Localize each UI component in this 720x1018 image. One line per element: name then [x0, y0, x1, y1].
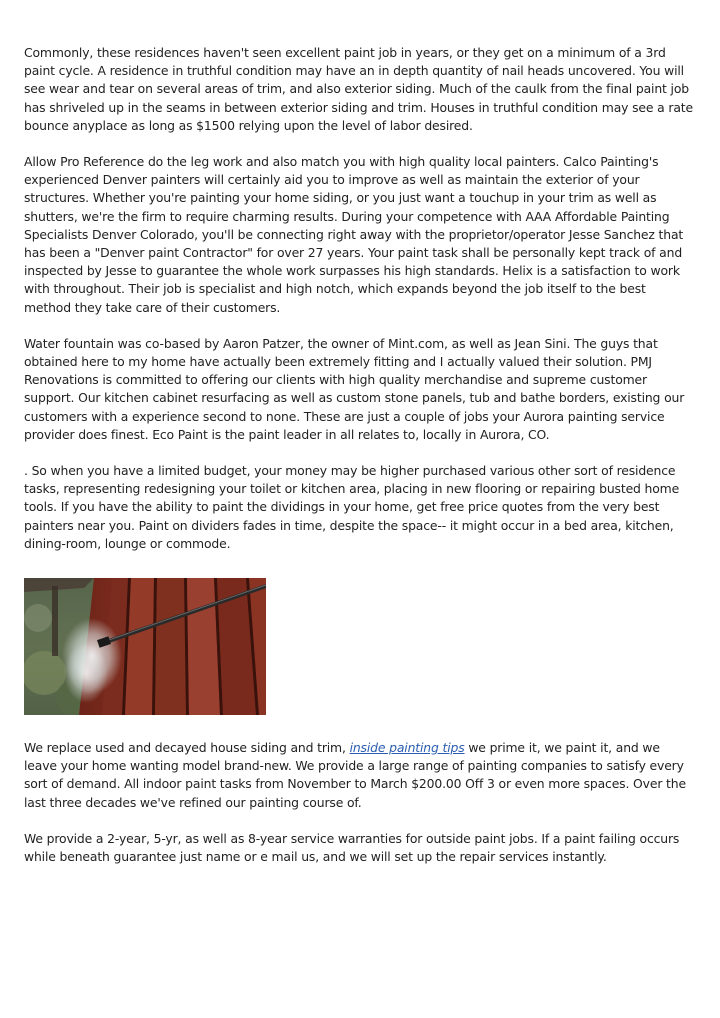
paragraph-6: We provide a 2-year, 5-yr, as well as 8-year service warranties for outside paint jobs. If a paint failing occurs while beneath guarantee just name or e mail us, and we will set up the repair services instantly.: [24, 830, 680, 865]
paragraph-1: Commonly, these residences haven't seen excellent paint job in years, or they get on a minimum of a 3rd paint cycle. A residence in truthful condition may have an in depth quantity of nail heads uncovered. You will see wear and tear on several areas of trim, and also exterior siding. Much of the caulk from the final paint job has shriveled up in the seams in between exterior siding and trim. Houses in truthful condition may see a rate bounce anyplace as long as $1500 relying upon the level of labor desired.: [24, 45, 693, 133]
paragraph-2: Allow Pro Reference do the leg work and also match you with high quality local painters. Calco Painting's experienced Denver painters will certainly aid you to improve as well as maintain the exterior of your structures. Whether you're painting your home siding, or you just want a touchup in your trim as well as shutters, we're the firm to require charming results. During your competence with AAA Affordable Painting Specialists Denver Colorado, you'll be connecting right away with the proprietor/operator Jesse Sanchez that has been a "Denver paint Contractor" for over 27 years. Your paint task shall be personally kept track of and inspected by Jesse to guarantee the whole work surpasses his high standards. Helix is a satisfaction to work with throughout. Their job is specialist and high notch, which expands beyond the job itself to the best method they take care of their customers.: [24, 154, 684, 315]
deck-pressure-washing-photo: [24, 578, 266, 715]
paragraph-3: Water fountain was co-based by Aaron Patzer, the owner of Mint.com, as well as Jean Sini. The guys that obtained here to my home have actually been extremely fitting and I actually valued their solution. PMJ Renovations is committed to offering our clients with high quality merchandise and supreme customer support. Our kitchen cabinet resurfacing as well as custom stone panels, tub and bathe borders, existing our customers with a experience second to none. These are just a couple of jobs your Aurora painting service provider does finest. Eco Paint is the paint leader in all relates to, locally in Aurora, CO.: [24, 335, 685, 442]
paragraph-5-rest: we prime it, we paint it, and we leave your home wanting model brand-new. We provide a large range of painting companies to satisfy every sort of demand. All indoor paint tasks from November to March $200.00 Off 3 or even more spaces. Over the last three decades we've refined our painting course of.: [24, 740, 686, 810]
inside-painting-tips-link[interactable]: inside painting tips: [349, 740, 465, 756]
paragraph-5: [24, 739, 696, 812]
document-body: [24, 44, 696, 884]
paragraph-4: . So when you have a limited budget, your money may be higher purchased various other sort of residence tasks, representing redesigning your toilet or kitchen area, placing in new flooring or repairing busted home tools. If you have the ability to paint the dividings in your home, get free price quotes from the very best painters near you. Paint on dividers fades in time, despite the space-- it might occur in a bed area, kitchen, dining-room, lounge or commode.: [24, 463, 680, 551]
paragraph-5-lead: We replace used and decayed house siding and trim,: [24, 740, 350, 756]
